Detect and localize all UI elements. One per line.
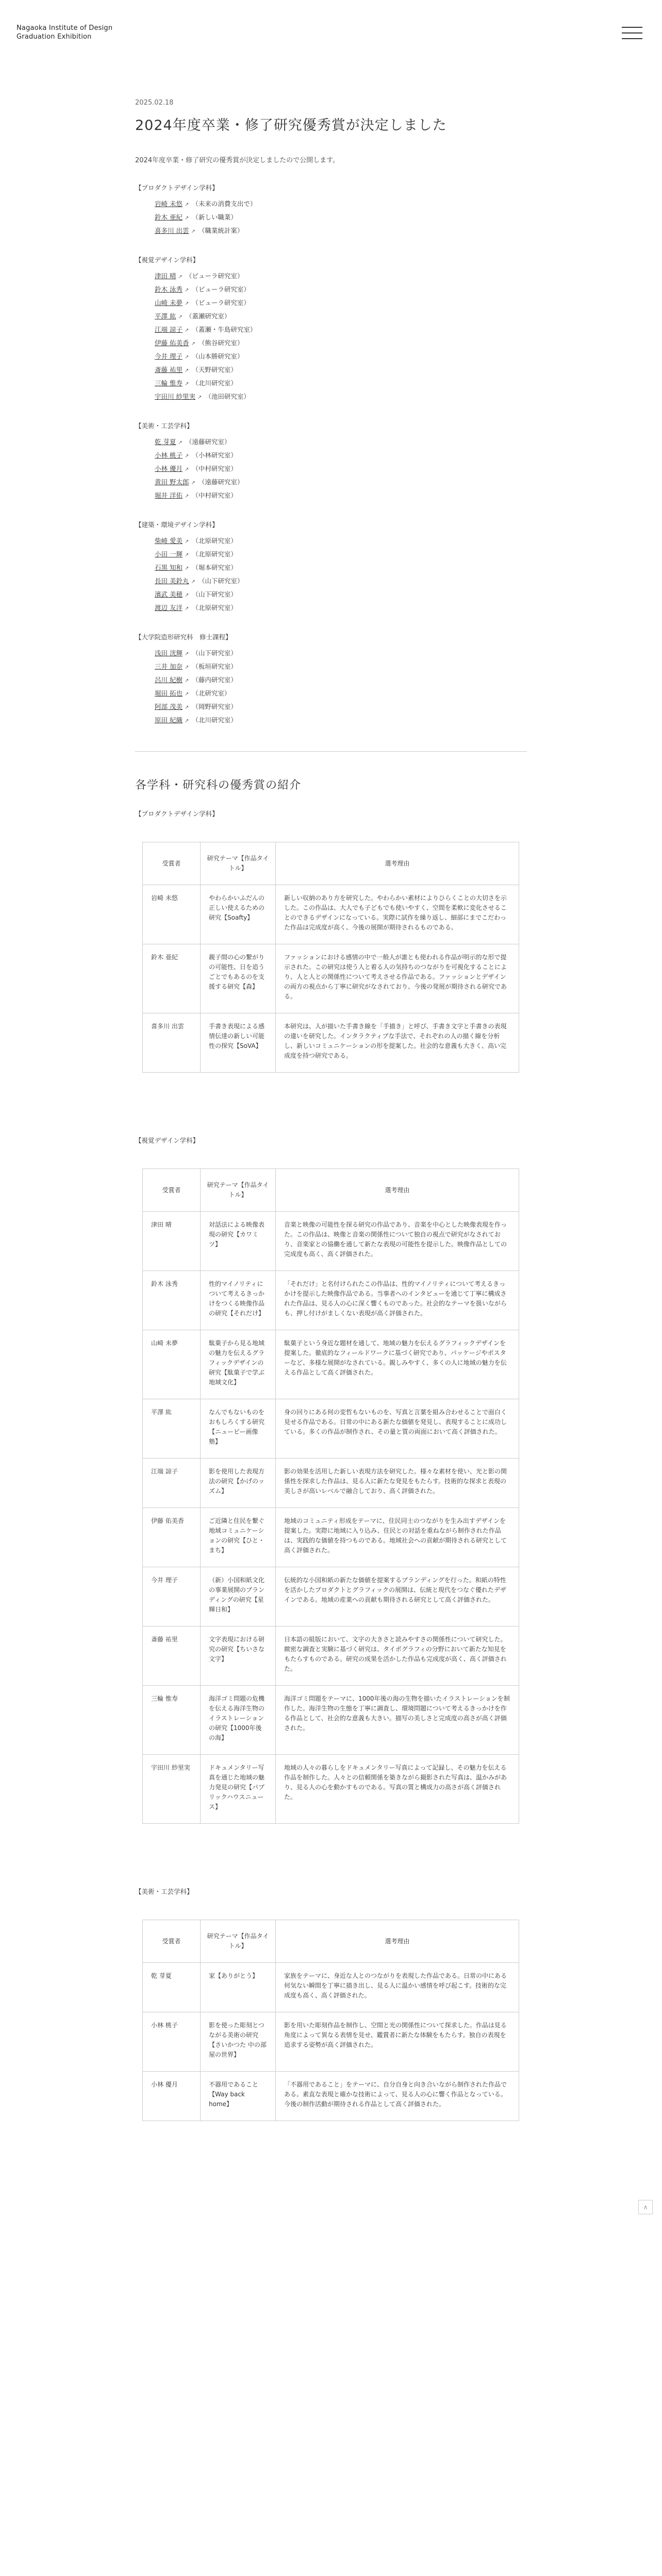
cell-reason: 地域のコミュニティ形成をテーマに、住民同士のつながりを生み出すデザインを提案した。実際に地域に入り込み、住民との対話を重ねながら制作された作品は、実践的な価値を持つものである。地域社会への貢献が期待される研究として高く評価された。 [276,1508,519,1567]
name-list [135,436,527,503]
column-header: 受賞者 [143,1920,201,1963]
winner-row [155,350,527,364]
name-list [135,198,527,238]
cell-theme: 駄菓子から見る地域の魅力を伝えるグラフィックデザインの研究【駄菓子で学ぶ地域文化】 [201,1330,276,1399]
winner-row [155,225,527,238]
winner-row [155,489,527,503]
table-row [143,1508,519,1567]
winner-row [155,588,527,602]
column-header: 研究テーマ【作品タイトル】 [201,1920,276,1963]
cell-theme: なんでもないものをおもしろくする研究【ニュービー画像塾】 [201,1399,276,1459]
award-table [142,1168,519,1824]
winner-row [155,463,527,476]
winner-row [155,687,527,701]
table-row [143,1626,519,1686]
table-row [143,1212,519,1271]
external-link-icon[interactable]: ↗ [184,328,189,333]
lab-name: （蓋瀬研究室） [185,312,231,320]
winner-name-link[interactable]: 三井 加奈 [155,663,183,670]
winner-name-link[interactable]: 堀田 拓也 [155,689,183,697]
winner-row [155,364,527,377]
cell-name: 津田 晴 [143,1212,201,1271]
cell-reason: 家族をテーマに、身近な人とのつながりを表現した作品である。日常の中にある何気ない瞬間を丁寧に描き出し、見る人に温かい感情を呼び起こす。技術的な完成度も高く、高く評価された。 [276,1963,519,2012]
table-row [143,1755,519,1824]
lab-name: （ビューラ研究室） [192,285,250,293]
table-row [143,1963,519,2012]
department-label: 【美術・工芸学科】 [135,1888,193,1895]
cell-theme: ご近隣と住民を繋ぐ地域コミュニケーションの研究【ひと・まち】 [201,1508,276,1567]
winner-name-link[interactable]: 三輪 惟寿 [155,379,183,387]
hamburger-menu-icon[interactable] [622,27,642,39]
award-table [142,842,519,1073]
external-link-icon[interactable]: ↗ [184,467,189,472]
winner-name-link[interactable]: 小田 一輝 [155,550,183,558]
winner-row [155,476,527,489]
column-header: 選考理由 [276,842,519,885]
cell-theme: やわらかいふだんの正しい使えるための研究【Soafty】 [201,885,276,944]
winner-name-link[interactable]: 今井 理子 [155,352,183,360]
external-link-icon[interactable]: ↗ [184,539,189,545]
external-link-icon[interactable]: ↗ [184,453,189,459]
winner-row [155,660,527,674]
table-row [143,1271,519,1330]
page-title: 2024年度卒業・修了研究優秀賞が決定しました [135,117,447,133]
group-title: 【建築・環境デザイン学科】 [135,521,219,529]
winner-name-link[interactable]: 長田 美鈴丸 [155,577,189,585]
cell-theme: 海洋ゴミ問題の危機を伝える海洋生物のイラストレーションの研究【1000年後の海】 [201,1686,276,1755]
group-title: 【美術・工芸学科】 [135,422,193,430]
lab-name: （未来の消費支出で） [192,200,257,208]
lab-name: （遠藤研究室） [185,438,231,446]
winners-list [135,183,527,727]
winner-name-link[interactable]: 阿部 茂美 [155,703,183,710]
lab-name: （北原研究室） [192,537,237,545]
winner-group [135,256,527,404]
winner-name-link[interactable]: 黄田 野太郎 [155,478,189,486]
winner-row [155,674,527,687]
cell-reason: 本研究は、人が描いた手書き線を「手描き」と呼び、手書き文字と手書きの表現の違いを研究した。インタラクティブな手法で、それぞれの人の描く線を分析し、新しいコミュニケーションの形を提案した。社会的な意義も大きく、高い完成度を持つ研究である。 [276,1013,519,1073]
winner-row [155,324,527,337]
cell-reason: 身の回りにある何の変哲もないものを、写真と言葉を組み合わせることで面白く見せる作品である。日常の中にある新たな価値を発見し、表現することに成功している。多くの作品が制作され、その量と質の両面において高く評価された。 [276,1399,519,1459]
cell-theme: 文字表現における研究の研究【ちいさな文字】 [201,1626,276,1686]
article-lead: 2024年度卒業・修了研究の優秀賞が決定しましたので公開します。 [135,157,340,164]
external-link-icon[interactable]: ↗ [191,480,195,486]
lab-name: （熊谷研究室） [198,339,244,347]
winner-row [155,391,527,404]
winner-name-link[interactable]: 喜多川 出雲 [155,227,189,234]
cell-name: 宇田川 紗里実 [143,1755,201,1824]
cell-name: 伊藤 佑美香 [143,1508,201,1567]
winner-row [155,562,527,575]
winner-row [155,575,527,588]
lab-name: （藤内研究室） [192,676,237,684]
cell-reason: 影を用いた彫刻作品を制作し、空間と光の関係性について探求した。作品は見る角度によって異なる表情を見せ、鑑賞者に新たな体験をもたらす。独自の表現を追求する姿勢が高く評価された。 [276,2012,519,2072]
winner-name-link[interactable]: 柴崎 愛美 [155,537,183,545]
cell-name: 喜多川 出雲 [143,1013,201,1073]
winner-name-link[interactable]: 小林 優月 [155,465,183,472]
lab-name: （北原研究室） [192,604,237,612]
winner-row [155,714,527,727]
winner-name-link[interactable]: 濱武 美穂 [155,590,183,598]
winner-name-link[interactable]: 鈴木 亜紀 [155,213,183,221]
article [135,99,527,2167]
divider [135,751,527,752]
table-row [143,1330,519,1399]
table-row [143,2072,519,2121]
menu-bar [622,38,642,39]
cell-name: 江端 諒子 [143,1459,201,1508]
cell-name: 三輪 惟寿 [143,1686,201,1755]
external-link-icon[interactable]: ↗ [184,287,189,293]
external-link-icon[interactable]: ↗ [178,274,183,280]
lab-name: （岡野研究室） [192,703,237,710]
lab-name: （ビューラ研究室） [185,272,244,280]
winner-name-link[interactable]: 岩崎 未悠 [155,200,183,208]
logo-line-1: Nagaoka Institute of Design [16,24,113,32]
site-logo[interactable] [16,24,112,41]
lab-name: （小林研究室） [192,451,237,459]
external-link-icon[interactable]: ↗ [184,606,189,612]
external-link-icon[interactable]: ↗ [197,395,202,400]
cell-theme: 親子間の心の繋がりの可能性、日を追うごとでもあるのを支援する研究【森】 [201,944,276,1013]
external-link-icon[interactable]: ↗ [184,665,189,670]
lab-name: （北川研究室） [192,716,237,724]
winner-name-link[interactable]: 津田 晴 [155,272,176,280]
winner-row [155,198,527,211]
section-title: 各学科・研究科の優秀賞の紹介 [135,779,302,792]
external-link-icon[interactable]: ↗ [184,381,189,387]
winner-name-link[interactable]: 平澤 紘 [155,312,176,320]
cell-name: 山崎 未夢 [143,1330,201,1399]
external-link-icon[interactable]: ↗ [184,718,189,724]
external-link-icon[interactable]: ↗ [191,341,195,347]
site-header [0,0,662,67]
logo-line-2: Graduation Exhibition [16,33,92,41]
cell-reason: 日本語の組版において、文字の大きさと読みやすさの関係性について研究した。緻密な調査と実験に基づく研究は、タイポグラフィの分野において新たな知見をもたらすものである。研究の成果を活かした作品も完成度が高く、高く評価された。 [276,1626,519,1686]
table-header-row [143,842,519,885]
column-header: 選考理由 [276,1920,519,1963]
lab-name: （山下研究室） [198,577,244,585]
table-row [143,885,519,944]
lab-name: （北研究室） [192,689,231,697]
cell-reason: 影の効果を活用した新しい表現方法を研究した。様々な素材を使い、光と影の関係性を探求した作品は、見る人に新たな発見をもたらす。技術的な探求と表現の美しさが高いレベルで融合しており、高く評価された。 [276,1459,519,1508]
name-list [135,535,527,615]
winner-name-link[interactable]: 石黒 知和 [155,564,183,571]
group-title: 【大学院造形研究科 修士課程】 [135,633,232,641]
article-date: 2025.02.18 [135,99,174,107]
winner-name-link[interactable]: 原田 紀織 [155,716,183,724]
cell-name: 岩崎 未悠 [143,885,201,944]
lab-name: （遠藤研究室） [198,478,244,486]
name-list [135,270,527,404]
lab-name: （北原研究室） [192,550,237,558]
lab-name: （池田研究室） [205,393,250,400]
external-link-icon[interactable]: ↗ [184,494,189,499]
winner-row [155,548,527,562]
table-row [143,944,519,1013]
winner-name-link[interactable]: 江端 諒子 [155,326,183,333]
lab-name: （山本勝研究室） [192,352,244,360]
cell-theme: 家【ありがとう】 [201,1963,276,2012]
lab-name: （中村研究室） [192,492,237,499]
column-header: 研究テーマ【作品タイトル】 [201,842,276,885]
winner-group [135,183,527,238]
table-row [143,1013,519,1073]
column-header: 受賞者 [143,842,201,885]
cell-theme: 対話法による映像表現の研究【カワミツ】 [201,1212,276,1271]
external-link-icon[interactable]: ↗ [184,566,189,571]
external-link-icon[interactable]: ↗ [184,651,189,657]
winner-row [155,270,527,283]
winner-row [155,377,527,391]
external-link-icon[interactable]: ↗ [184,202,189,208]
winner-group [135,520,527,615]
column-header: 研究テーマ【作品タイトル】 [201,1169,276,1212]
cell-theme: ドキュメンタリー写真を通じた地域の魅力発見の研究【パブリックハウスニュース】 [201,1755,276,1824]
cell-reason: 「それだけ」と名付けられたこの作品は、性的マイノリティについて考えるきっかけを提示した映像作品である。当事者へのインタビューを通じて丁寧に構成された作品は、見る人の心に深く響くものであった。社会的なテーマを扱いながらも、押し付けがましくない表現が高く評価された。 [276,1271,519,1330]
external-link-icon[interactable]: ↗ [191,579,195,585]
cell-theme: 手書き表現による感情伝達の新しい可能性の探究【SoVA】 [201,1013,276,1073]
cell-name: 小林 優月 [143,2072,201,2121]
lab-name: （北川研究室） [192,379,237,387]
winner-row [155,701,527,714]
winner-name-link[interactable]: 浅田 洸輝 [155,649,183,657]
cell-reason: 新しい収納のあり方を研究した。やわらかい素材によりひらくことの大切さを示した。この作品は、大人でも子どもでも使いやすく、空間を柔軟に変化させることのできるデザインになっている。実際に試作を繰り返し、細部にまでこだわった作品は完成度が高く、今後の展開が期待されるものである。 [276,885,519,944]
winner-name-link[interactable]: 伊藤 佑美香 [155,339,189,347]
winner-name-link[interactable]: 乾 芽夏 [155,438,176,446]
department-label: 【視覚デザイン学科】 [135,1137,200,1144]
cell-name: 乾 芽夏 [143,1963,201,2012]
lab-name: （山下研究室） [192,590,237,598]
lab-name: （堀本研究室） [192,564,237,571]
lab-name: （天野研究室） [192,366,237,374]
cell-reason: 伝統的な小国和紙の新たな価値を提案するブランディングを行った。和紙の特性を活かしたプロダクトとグラフィックの展開は、伝統と現代をつなぐ優れたデザインである。地域の産業への貢献も期待される研究として高く評価された。 [276,1567,519,1626]
winner-row [155,449,527,463]
cell-theme: 影を使用した表現方法の研究【かげのッズム】 [201,1459,276,1508]
winner-group [135,421,527,503]
column-header: 受賞者 [143,1169,201,1212]
winner-name-link[interactable]: 山崎 未夢 [155,299,183,307]
winner-row [155,310,527,324]
lab-name: （板垣研究室） [192,663,237,670]
winner-name-link[interactable]: 小林 桃子 [155,451,183,459]
table-row [143,1399,519,1459]
winner-name-link[interactable]: 斎藤 祐里 [155,366,183,374]
cell-reason: 「不器用であること」をテーマに、自分自身と向き合いながら制作された作品である。素直な表現と確かな技術によって、見る人の心に響く作品となっている。今後の制作活動が期待される作品として高く評価された。 [276,2072,519,2121]
menu-bar [622,32,642,33]
table-header-row [143,1169,519,1212]
winner-row [155,436,527,449]
cell-reason: ファッションにおける感情の中で一般人が誰とも使われる作品が明示的な形で提示された。この研究は使う人と着る人の気持ちのつながりを可視化することにより、人と人との関係性について考えさせる作品である。ファッションとデザインの両方の視点から丁寧に研究がなされており、今後の発展が期待される研究である。 [276,944,519,1013]
winner-name-link[interactable]: 堀井 洋佑 [155,492,183,499]
winner-name-link[interactable]: 宇田川 紗里実 [155,393,195,400]
cell-theme: 影を使った彫刻とつながる美術の研究【さいかつた 中の部屋の世界】 [201,2012,276,2072]
external-link-icon[interactable]: ↗ [184,705,189,710]
award-table [142,1920,519,2121]
group-title: 【視覚デザイン学科】 [135,256,200,264]
cell-theme: 不器用であること【Way back home】 [201,2072,276,2121]
cell-reason: 海洋ゴミ問題をテーマに、1000年後の海の生物を描いたイラストレーションを制作した。海洋生物の生態を丁寧に調査し、環境問題について考えるきっかけを作る作品として、社会的な意義も大きい。描写の美しさと完成度の高さが高く評価された。 [276,1686,519,1755]
group-title: 【プロダクトデザイン学科】 [135,184,219,192]
external-link-icon[interactable]: ↗ [184,691,189,697]
cell-name: 平澤 紘 [143,1399,201,1459]
winner-row [155,337,527,350]
winner-row [155,283,527,297]
cell-theme: （新）小国和紙文化の事業展開のブランディングの研究【星輝日和】 [201,1567,276,1626]
external-link-icon[interactable]: ↗ [184,215,189,221]
table-header-row [143,1920,519,1963]
external-link-icon[interactable]: ↗ [184,592,189,598]
winner-name-link[interactable]: 鈴木 泳秀 [155,285,183,293]
cell-name: 今井 理子 [143,1567,201,1626]
table-row [143,1686,519,1755]
winner-row [155,211,527,225]
winner-row [155,535,527,548]
award-tables [135,809,527,2167]
external-link-icon[interactable]: ↗ [178,314,183,320]
lab-name: （職業統計案） [198,227,244,234]
scroll-top-button[interactable]: ∧ [638,2200,653,2214]
cell-name: 小林 桃子 [143,2012,201,2072]
external-link-icon[interactable]: ↗ [178,440,183,446]
external-link-icon[interactable]: ↗ [184,552,189,558]
table-row [143,2012,519,2072]
lab-name: （山下研究室） [192,649,237,657]
external-link-icon[interactable]: ↗ [184,368,189,374]
lab-name: （蓋瀬・牛島研究室） [192,326,257,333]
external-link-icon[interactable]: ↗ [184,301,189,307]
cell-reason: 駄菓子という身近な題材を通して、地域の魅力を伝えるグラフィックデザインを提案した。徹底的なフィールドワークに基づく研究であり、パッケージやポスターなど、多様な展開がなされている。親しみやすく、多くの人に地域の魅力を伝える作品として高く評価された。 [276,1330,519,1399]
winner-name-link[interactable]: 渡辺 友洋 [155,604,183,612]
cell-name: 鈴木 亜紀 [143,944,201,1013]
menu-bar [622,27,642,28]
cell-name: 鈴木 泳秀 [143,1271,201,1330]
table-row [143,1459,519,1508]
winner-name-link[interactable]: 呂川 紀樹 [155,676,183,684]
external-link-icon[interactable]: ↗ [184,678,189,684]
cell-theme: 性的マイノリティについて考えるきっかけをつくる映像作品の研究【それだけ】 [201,1271,276,1330]
cell-reason: 地域の人々の暮らしをドキュメンタリー写真によって記録し、その魅力を伝える作品を制作した。人々との信頼関係を築きながら撮影された写真は、温かみがあり、見る人の心を動かすものである。写真の質と構成力の高さが高く評価された。 [276,1755,519,1824]
external-link-icon[interactable]: ↗ [191,229,195,234]
spacer [135,2121,527,2167]
winner-row [155,297,527,310]
table-row [143,1567,519,1626]
lab-name: （ビューラ研究室） [192,299,250,307]
lab-name: （新しい職業） [192,213,237,221]
cell-reason: 音楽と映像の可能性を探る研究の作品であり、音楽を中心とした映像表現を作った。この作品は、映像と音楽の関係性について独自の視点で研究がなされており、音楽家との協働を通して新たな表現の可能性を提示した。映像作品としての完成度も高く、高く評価された。 [276,1212,519,1271]
name-list [135,647,527,727]
department-label: 【プロダクトデザイン学科】 [135,810,219,818]
lab-name: （中村研究室） [192,465,237,472]
spacer [135,1824,527,1870]
spacer [135,1073,527,1119]
cell-name: 斎藤 祐里 [143,1626,201,1686]
external-link-icon[interactable]: ↗ [184,354,189,360]
winner-row [155,647,527,660]
winner-group [135,633,527,727]
winner-row [155,602,527,615]
column-header: 選考理由 [276,1169,519,1212]
